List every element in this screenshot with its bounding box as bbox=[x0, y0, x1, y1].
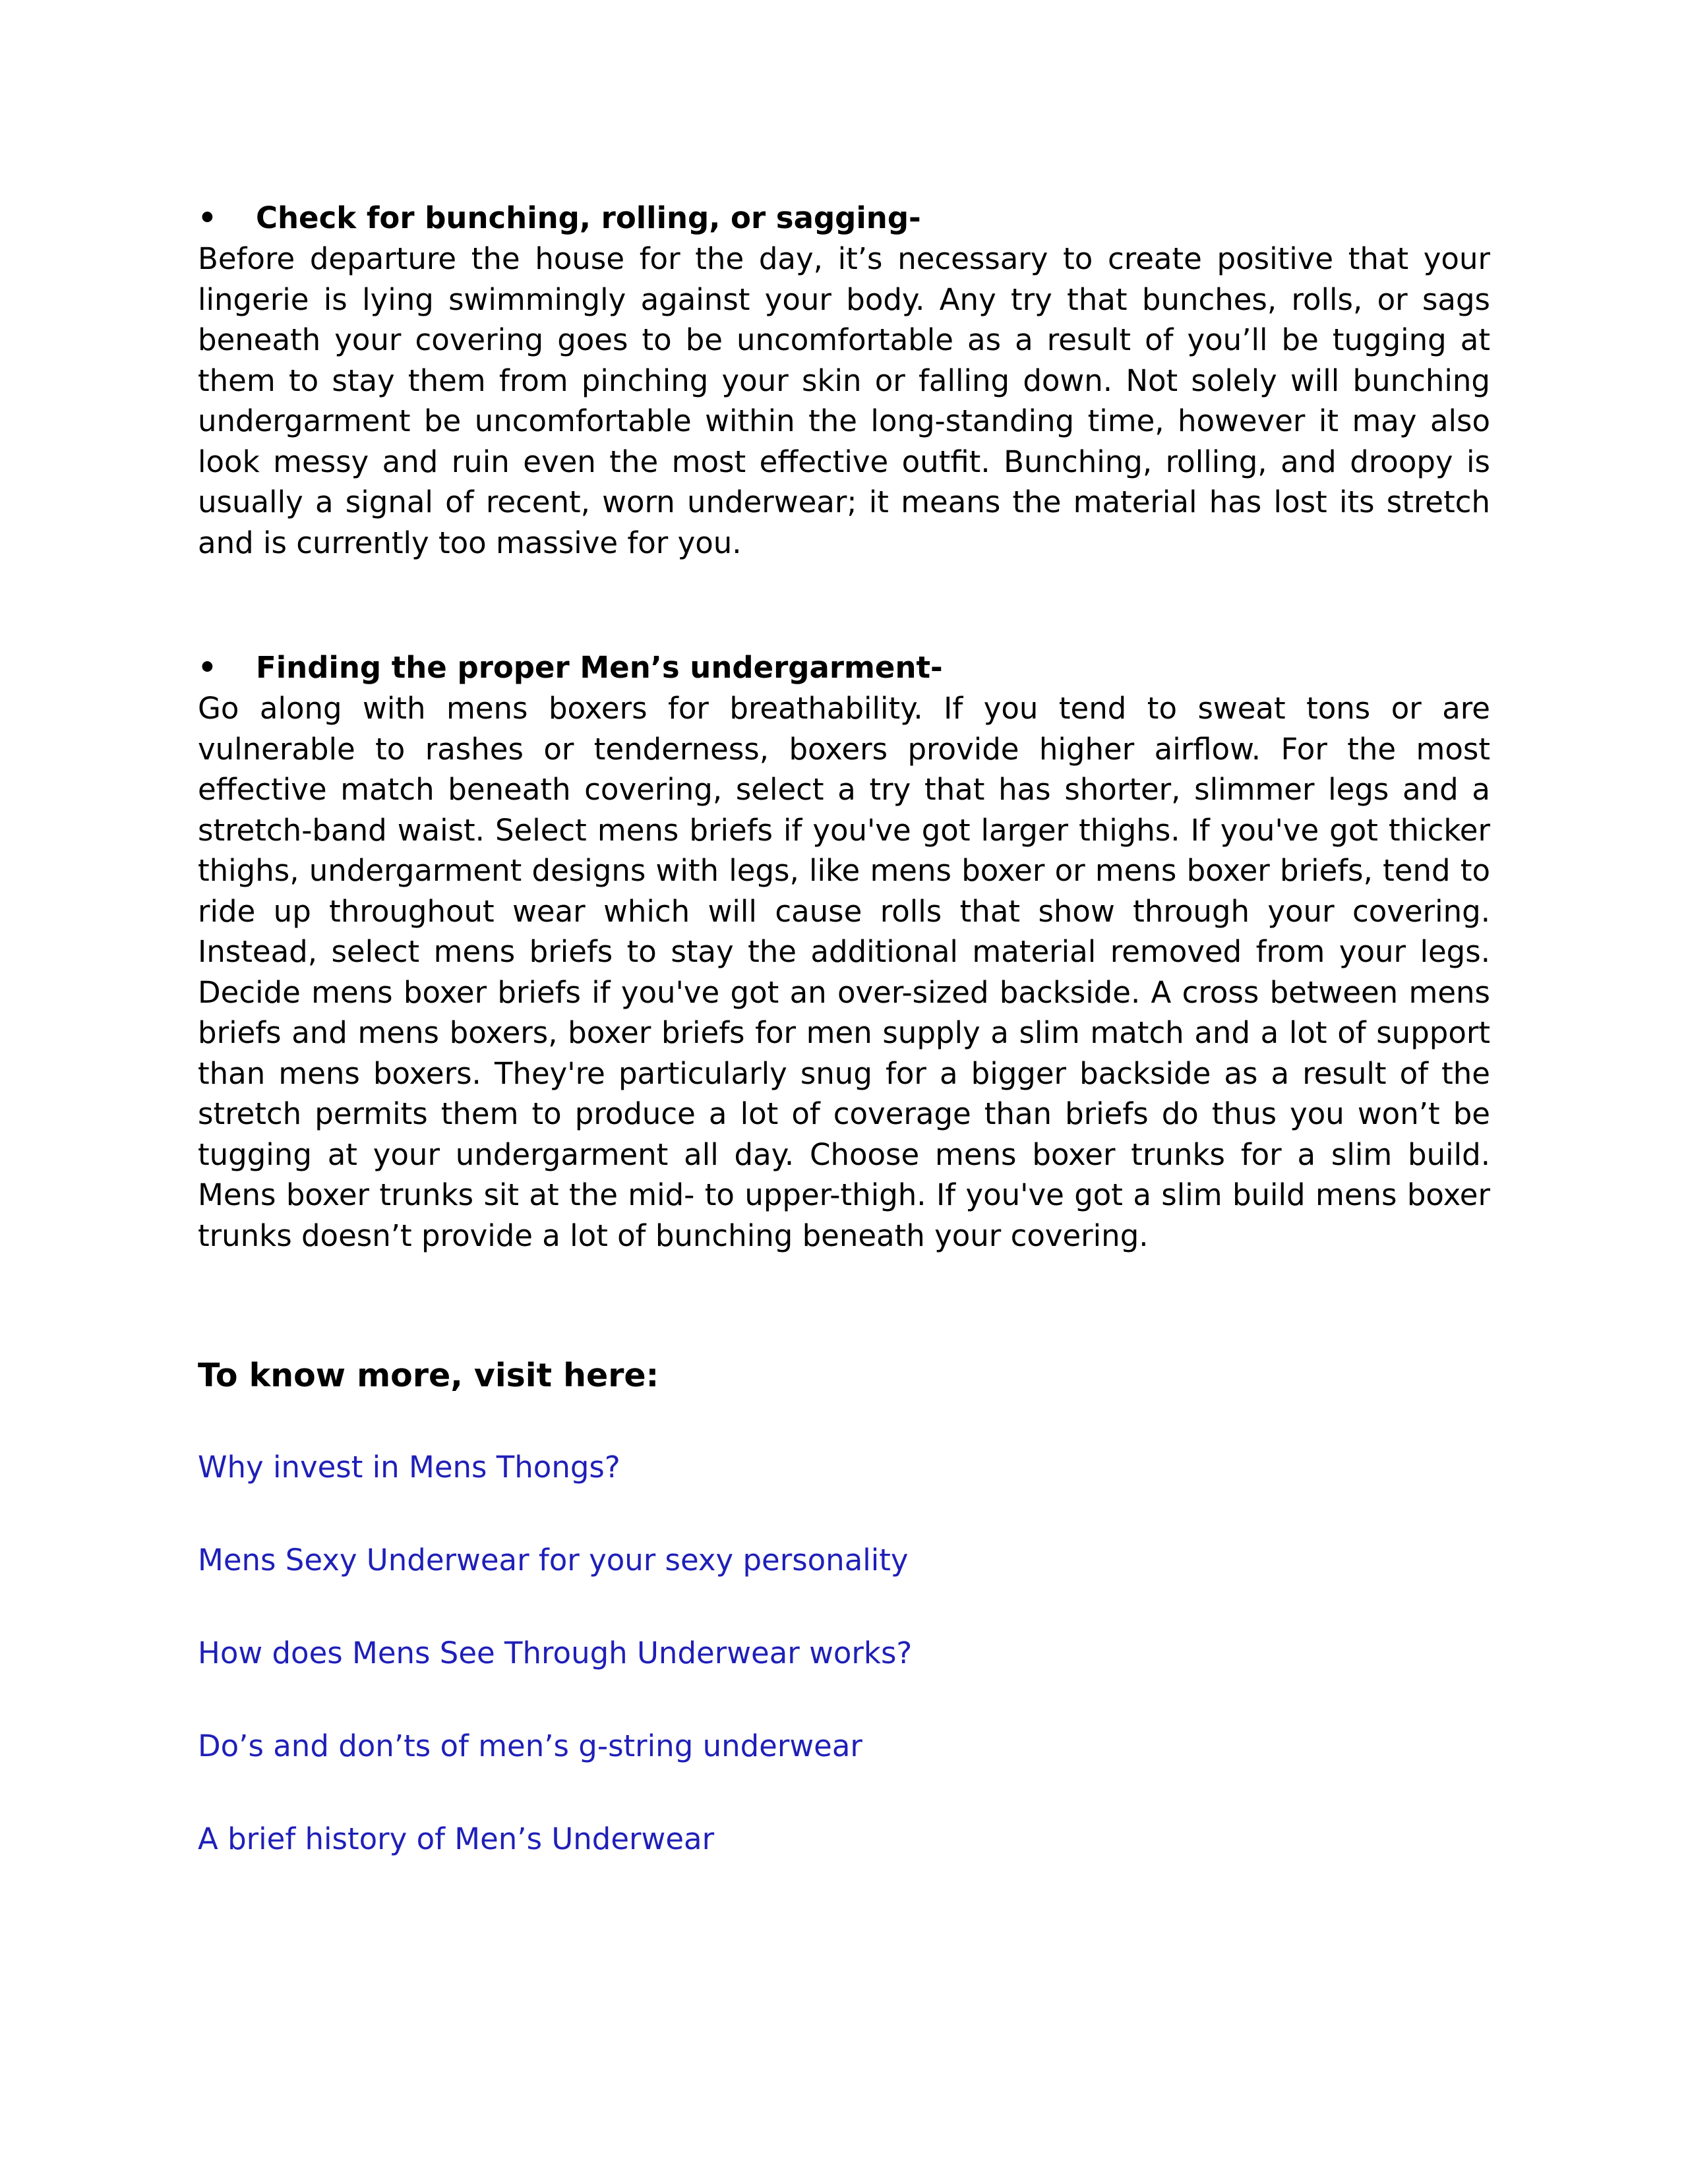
section-body: Before departure the house for the day, it’s necessary to create positive that your lingerie is lying swimmingly against your body. Any try that bunches, rolls, or sags beneath your covering goes to be uncomfortable as a result of you’ll be tugging at them to stay them from pinching your skin or falling down. Not solely will bunching undergarment be uncomfortable within the long-standing time, however it may also look messy and ruin even the most effective outfit. Bunching, rolling, and droopy is usually a signal of recent, worn underwear; it means the material has lost its stretch and is currently too massive for you. bbox=[198, 241, 1490, 560]
link-see-through-underwear[interactable]: How does Mens See Through Underwear works? bbox=[198, 1636, 913, 1670]
section-finding-undergarment bbox=[198, 647, 1490, 1256]
section-bunching bbox=[198, 198, 1490, 563]
section-heading bbox=[198, 198, 1490, 239]
link-mens-thongs[interactable]: Why invest in Mens Thongs? bbox=[198, 1450, 620, 1485]
bullet-icon: • bbox=[198, 650, 217, 685]
link-mens-sexy-underwear[interactable]: Mens Sexy Underwear for your sexy personality bbox=[198, 1543, 909, 1578]
links-list bbox=[198, 1447, 1490, 1860]
links-heading: To know more, visit here: bbox=[198, 1357, 659, 1394]
section-heading bbox=[198, 647, 1490, 688]
section-heading-text: Check for bunching, rolling, or sagging- bbox=[256, 200, 921, 235]
document-page bbox=[198, 198, 1490, 1912]
bullet-icon: • bbox=[198, 200, 217, 235]
link-g-string-dos-donts[interactable]: Do’s and don’ts of men’s g-string underwear bbox=[198, 1728, 862, 1763]
link-history-mens-underwear[interactable]: A brief history of Men’s Underwear bbox=[198, 1821, 715, 1856]
section-body: Go along with mens boxers for breathability. If you tend to sweat tons or are vulnerable to rashes or tenderness, boxers provide higher airflow. For the most effective match beneath covering, select a try that has shorter, slimmer legs and a stretch-band waist. Select mens briefs if you've got larger thighs. If you've got thicker thighs, undergarment designs with legs, like mens boxer or mens boxer briefs, tend to ride up throughout wear which will cause rolls that show through your covering. Instead, select mens briefs to stay the additional material removed from your legs. Decide mens boxer briefs if you've got an over-sized backside. A cross between mens briefs and mens boxers, boxer briefs for men supply a slim match and a lot of support than mens boxers. They're particularly snug for a bigger backside as a result of the stretch permits them to produce a lot of coverage than briefs do thus you won’t be tugging at your undergarment all day. Choose mens boxer trunks for a slim build. Mens boxer trunks sit at the mid- to upper-thigh. If you've got a slim build mens boxer trunks doesn’t provide a lot of bunching beneath your covering. bbox=[198, 691, 1490, 1253]
section-heading-text: Finding the proper Men’s undergarment- bbox=[256, 650, 943, 685]
